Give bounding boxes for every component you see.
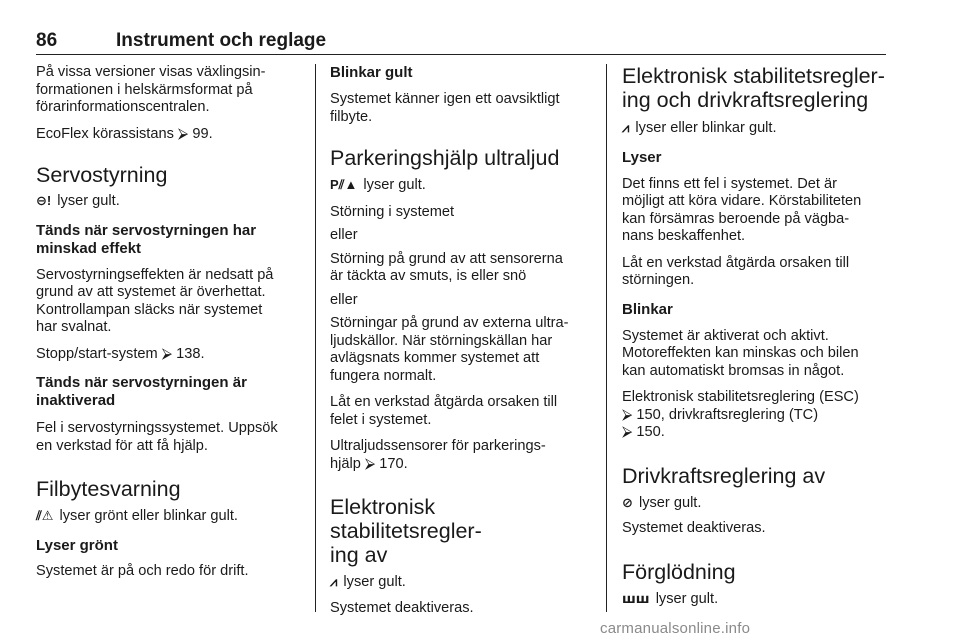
blinkar-gult-heading: Blinkar gult bbox=[330, 64, 413, 81]
column-2 bbox=[330, 64, 592, 617]
page-number: 86 bbox=[36, 30, 58, 51]
page-header bbox=[36, 30, 886, 55]
text-line: Ultraljudssensorer för parkerings- bbox=[330, 438, 546, 454]
servo-status-line: ⊖! lyser gult. bbox=[36, 193, 120, 209]
glow-heading: Förglödning bbox=[622, 559, 736, 584]
esc-av-heading-l1: Elektronisk stabilitetsregler- bbox=[330, 495, 482, 543]
text-line: en verkstad för att få hjälp. bbox=[36, 437, 208, 454]
intro-line: förarinformationscentralen. bbox=[36, 99, 210, 115]
text-line: nans beskaffenhet. bbox=[622, 228, 746, 244]
text-line: Låt en verkstad åtgärda orsaken till bbox=[330, 394, 558, 410]
text-line: ljudskällor. När störningskällan har bbox=[330, 332, 553, 349]
ultra-ref: hjälp ⮚ 170. bbox=[330, 455, 408, 472]
text-line: eller bbox=[330, 291, 358, 308]
watermark: carmanualsonline.info bbox=[600, 620, 751, 637]
tc-off-icon: ⊘ bbox=[622, 494, 633, 510]
esc-heading-l2: ing och drivkraftsreglering bbox=[622, 88, 869, 112]
park-status-line: P⫽▲ lyser gult. bbox=[330, 177, 426, 193]
parking-sensor-icon: P⫽▲ bbox=[330, 177, 358, 192]
tands2-heading-l2: inaktiverad bbox=[36, 392, 116, 409]
column-divider-2 bbox=[606, 64, 607, 612]
text-line: kan försämras beroende på vägba- bbox=[622, 210, 850, 227]
text-line: Störning i systemet bbox=[330, 203, 455, 220]
text-line: är täckta av smuts, is eller snö bbox=[330, 268, 527, 284]
text-line: Servostyrningseffekten är nedsatt på bbox=[36, 266, 274, 283]
text-line: ⮚ 150. bbox=[622, 424, 665, 440]
glow-plug-icon: ꟺꟺ bbox=[622, 590, 650, 606]
lyser-heading: Lyser bbox=[622, 148, 662, 166]
text-line: Systemet deaktiveras. bbox=[330, 599, 474, 616]
stopstart-ref: Stopp/start-system ⮚ 138. bbox=[36, 345, 205, 362]
column-3 bbox=[622, 64, 894, 608]
text-line: Störningar på grund av externa ultra- bbox=[330, 315, 569, 331]
text-line: filbyte. bbox=[330, 108, 373, 125]
blinkar-heading: Blinkar bbox=[622, 300, 673, 318]
servo-heading: Servostyrning bbox=[36, 163, 168, 187]
tands1-heading-l1: Tänds när servostyrningen har bbox=[36, 221, 257, 239]
text-line: Kontrollampan släcks när systemet bbox=[36, 301, 263, 318]
esc-icon: ⩘ bbox=[622, 120, 630, 135]
tands2-heading-l1: Tänds när servostyrningen är bbox=[36, 374, 247, 391]
text-line: har svalnat. bbox=[36, 319, 112, 335]
text-line: kan automatiskt bromsas in något. bbox=[622, 362, 845, 379]
text-line: Systemet är på och redo för drift. bbox=[36, 562, 249, 579]
text-line: Motoreffekten kan minskas och bilen bbox=[622, 345, 859, 361]
filbyte-status-line: ⫽⚠ lyser grönt eller blinkar gult. bbox=[36, 508, 238, 524]
text-line: Störning på grund av att sensorerna bbox=[330, 250, 563, 267]
tc-av-heading: Drivkraftsreglering av bbox=[622, 463, 826, 488]
tands1-heading-l2: minskad effekt bbox=[36, 239, 142, 257]
text-line: felet i systemet. bbox=[330, 411, 432, 428]
column-1 bbox=[36, 64, 298, 580]
text-line: grund av att systemet är överhettat. bbox=[36, 284, 266, 300]
text-line: fungera normalt. bbox=[330, 367, 437, 384]
intro-line: På vissa versioner visas växlingsin- bbox=[36, 64, 266, 80]
text-line: Låt en verkstad åtgärda orsaken till bbox=[622, 254, 850, 271]
park-heading: Parkeringshjälp ultraljud bbox=[330, 146, 560, 170]
text-line: Elektronisk stabilitetsreglering (ESC) bbox=[622, 389, 859, 405]
lane-change-icon: ⫽⚠ bbox=[36, 508, 54, 523]
text-line: Fel i servostyrningssystemet. Uppsök bbox=[36, 420, 278, 436]
text-line: möjligt att köra vidare. Körstabiliteten bbox=[622, 193, 862, 209]
text-line: Systemet deaktiveras. bbox=[622, 520, 766, 536]
text-line: eller bbox=[330, 227, 358, 243]
esc-off-icon: ⩘ bbox=[330, 574, 338, 589]
ecoflex-ref: EcoFlex körassistans ⮚ 99. bbox=[36, 125, 213, 142]
esc-av-status-line: ⩘ lyser gult. bbox=[330, 574, 406, 590]
column-divider-1 bbox=[315, 64, 316, 612]
lyser-gront-heading: Lyser grönt bbox=[36, 536, 118, 554]
text-line: Det finns ett fel i systemet. Det är bbox=[622, 175, 837, 192]
text-line: Systemet känner igen ett oavsiktligt bbox=[330, 91, 560, 107]
esc-av-heading-l2: ing av bbox=[330, 543, 388, 567]
esc-status-line: ⩘ lyser eller blinkar gult. bbox=[622, 120, 777, 136]
page-title: Instrument och reglage bbox=[116, 30, 327, 51]
intro-line: formationen i helskärmsformat på bbox=[36, 81, 253, 98]
text-line: störningen. bbox=[622, 272, 695, 288]
servo-warning-icon: ⊖! bbox=[36, 193, 52, 208]
filbyte-heading: Filbytesvarning bbox=[36, 477, 181, 501]
text-line: avlägsnats kommer systemet att bbox=[330, 350, 540, 366]
text-line: Systemet är aktiverat och aktivt. bbox=[622, 327, 829, 344]
text-line: ⮚ 150, drivkraftsreglering (TC) bbox=[622, 406, 819, 423]
esc-heading-l1: Elektronisk stabilitetsregler- bbox=[622, 64, 885, 88]
glow-status-line: ꟺꟺ lyser gult. bbox=[622, 590, 719, 607]
tc-av-status-line: ⊘ lyser gult. bbox=[622, 494, 702, 511]
